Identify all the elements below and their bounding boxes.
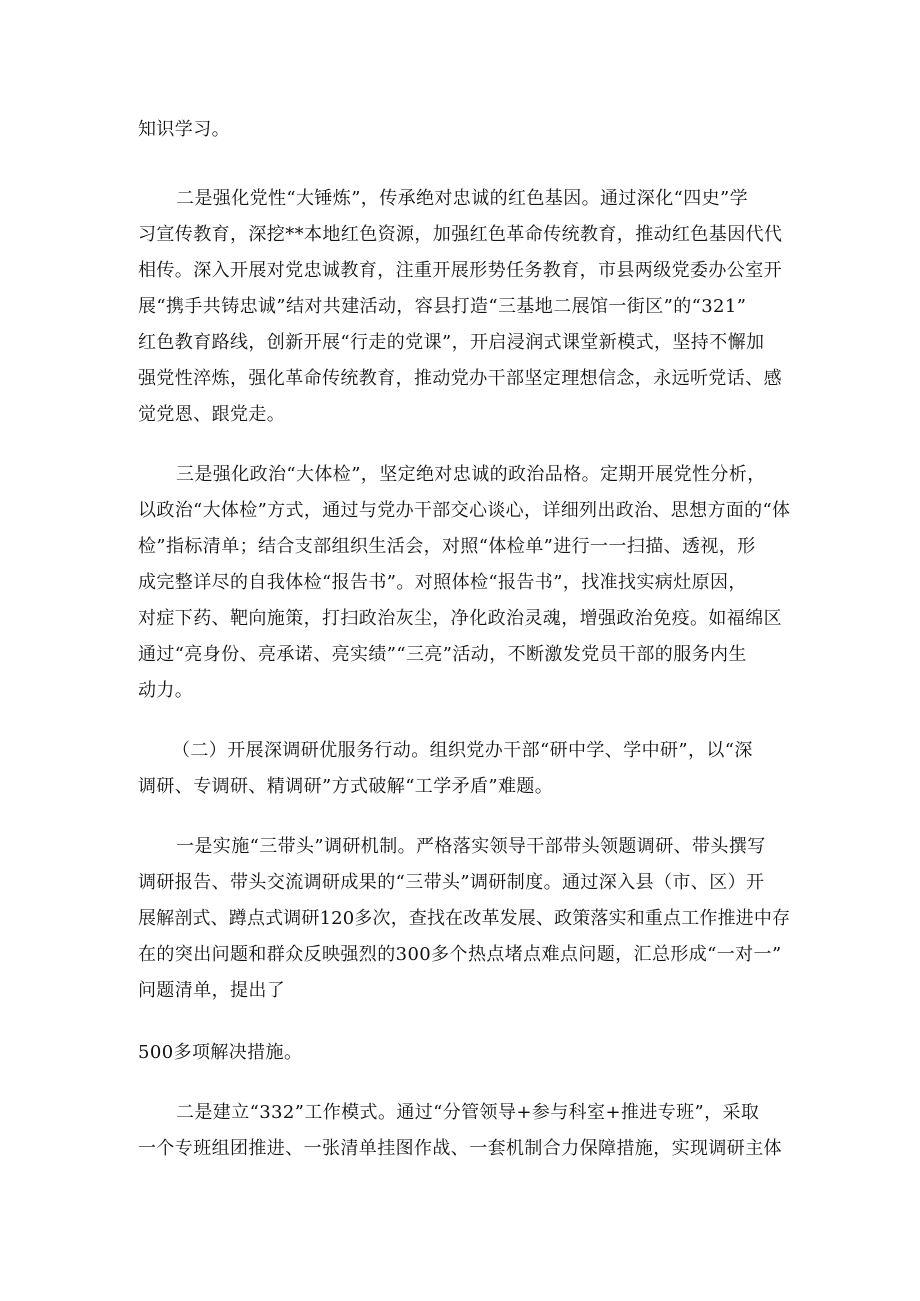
text-line: 习宣传教育，深挖**本地红色资源，加强红色革命传统教育，推动红色基因代代 [138, 224, 783, 245]
text-line: 问题清单，提出了 [138, 980, 286, 1001]
text-line: 检”指标清单；结合支部组织生活会，对照“体检单”进行一一扫描、透视，形 [138, 536, 756, 557]
text-line: 对症下药、靶向施策，打扫政治灰尘，净化政治灵魂，增强政治免疫。如福绵区 [138, 608, 782, 629]
text-line: 成完整详尽的自我体检“报告书”。对照体检“报告书”，找准找实病灶原因， [138, 572, 747, 593]
text-line: （二）开展深调研优服务行动。组织党办干部“研中学、学中研”，以“深 [172, 740, 753, 761]
text-line: 调研报告、带头交流调研成果的“三带头”调研制度。通过深入县（市、区）开 [138, 872, 765, 893]
text-line: 红色教育路线，创新开展“行走的党课”，开启浸润式课堂新模式，坚持不懈加 [138, 332, 765, 353]
text-line: 展“携手共铸忠诚”结对共建活动，容县打造“三基地二展馆一街区”的“321” [138, 296, 747, 317]
text-line: 调研、专调研、精调研”方式破解“工学矛盾”难题。 [138, 776, 554, 797]
text-line: 二是建立“332”工作模式。通过“分管领导+参与科室+推进专班”，采取 [176, 1102, 760, 1123]
text-line: 通过“亮身份、亮承诺、亮实绩”“三亮”活动，不断激发党员干部的服务内生 [138, 644, 747, 665]
text-line: 在的突出问题和群众反映强烈的300多个热点堵点难点问题，汇总形成“一对一” [138, 944, 782, 965]
text-line: 三是强化政治“大体检”，坚定绝对忠诚的政治品格。定期开展党性分析， [176, 464, 766, 485]
text-line: 一是实施“三带头”调研机制。严格落实领导干部带头领题调研、带头撰写 [176, 836, 766, 857]
text-line: 500多项解决措施。 [138, 1042, 303, 1063]
text-line: 以政治“大体检”方式，通过与党办干部交心谈心，详细列出政治、思想方面的“体 [138, 500, 791, 521]
text-line: 动力。 [138, 680, 194, 701]
text-line: 知识学习。 [138, 119, 230, 140]
text-line: 展解剖式、蹲点式调研120多次，查找在改革发展、政策落实和重点工作推进中存 [138, 908, 791, 929]
text-line: 相传。深入开展对党忠诚教育，注重开展形势任务教育，市县两级党委办公室开 [138, 260, 782, 281]
text-line: 强党性淬炼，强化革命传统教育，推动党办干部坚定理想信念，永远听党话、感 [138, 368, 782, 389]
text-line: 觉党恩、跟党走。 [138, 404, 286, 425]
text-line: 二是强化党性“大锤炼”，传承绝对忠诚的红色基因。通过深化“四史”学 [176, 188, 749, 209]
text-line: 一个专班组团推进、一张清单挂图作战、一套机制合力保障措施，实现调研主体 [138, 1138, 782, 1159]
